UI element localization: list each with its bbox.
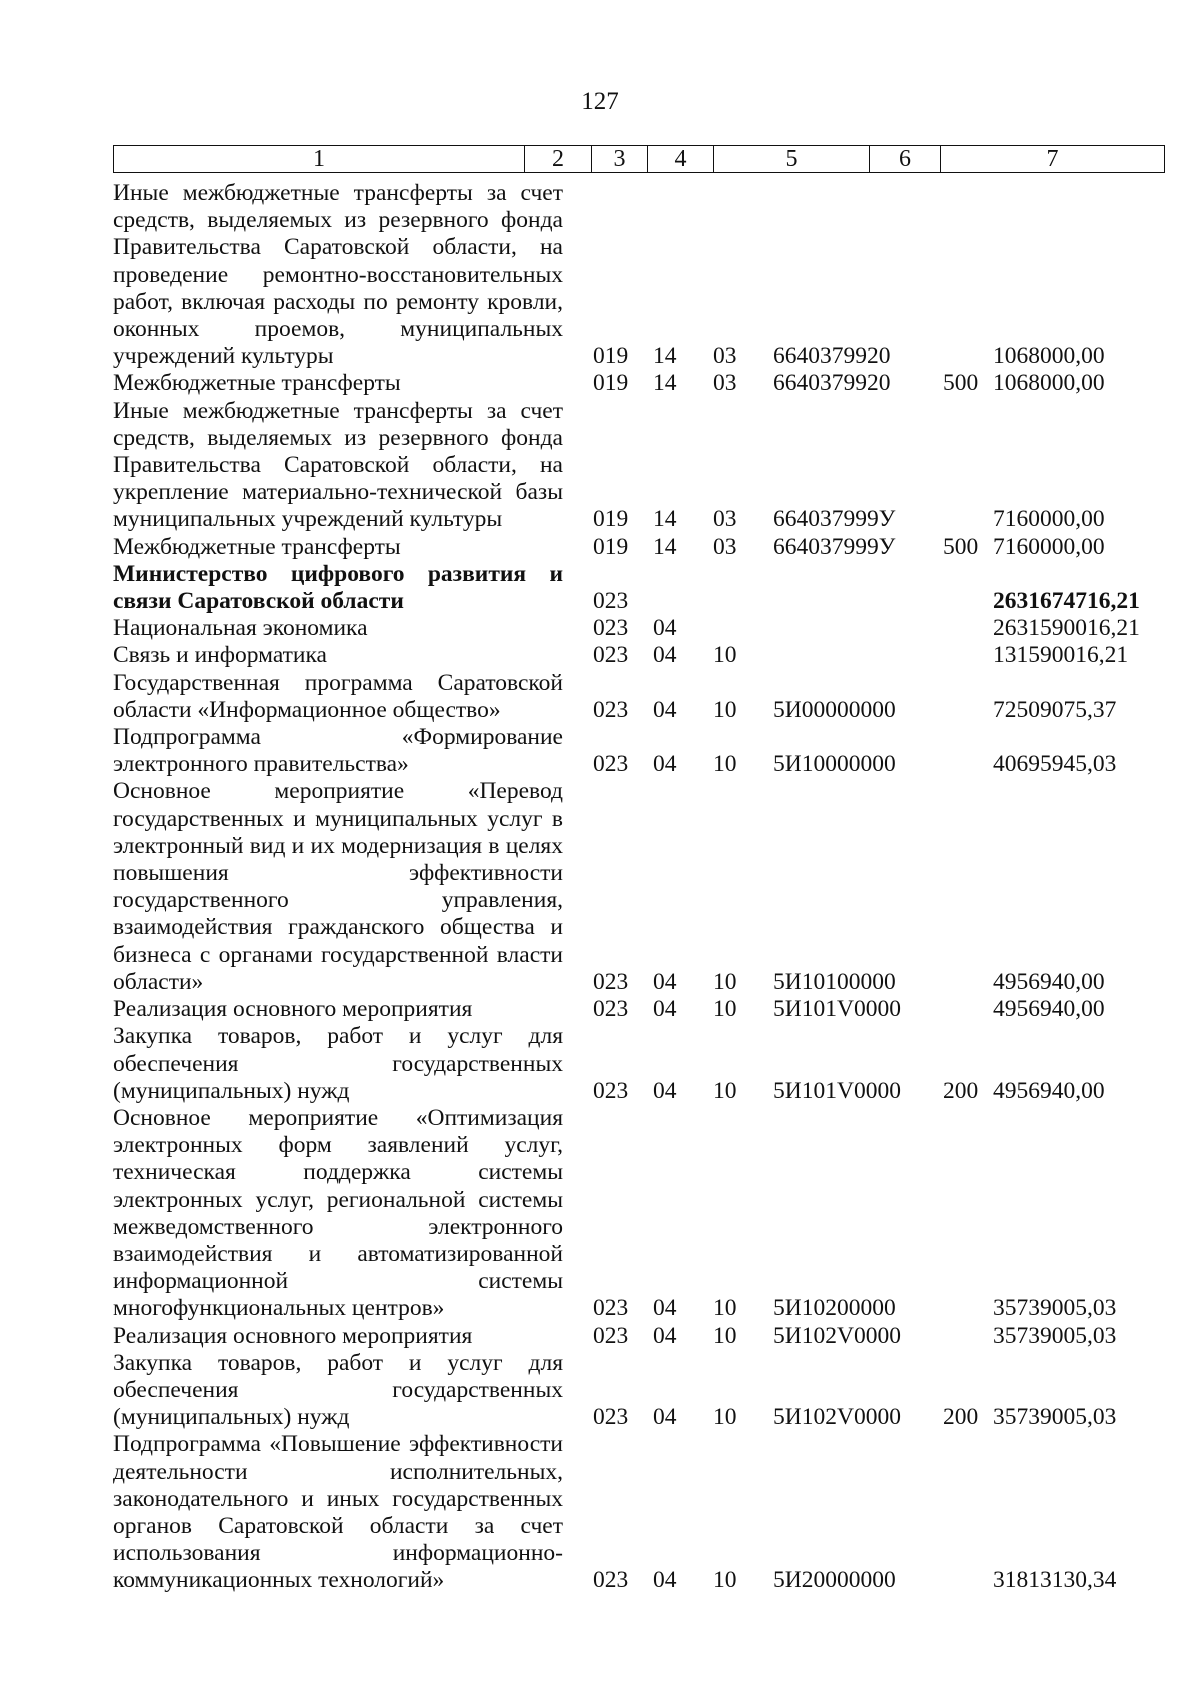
row-col-7: 1068000,00 [993,343,1105,370]
row-name: Иные межбюджетные трансферты за счет средств, выделяемых из резервного фонда Правительства Саратовской области, на проведение ремонтно-восстановительных работ, включая расходы по ремонту кровли, оконных проемов, муниципальных учреждений культуры [113,180,563,370]
row-col-6: 200 [943,1404,979,1431]
row-col-5: 5И10100000 [773,968,896,995]
table-row [113,370,1173,397]
table-row [113,534,1173,561]
row-col-7: 1068000,00 [993,370,1105,397]
row-col-7: 40695945,03 [993,751,1117,778]
row-col-3: 04 [653,1295,677,1322]
row-name: Национальная экономика [113,615,368,642]
row-name: Реализация основного мероприятия [113,1322,473,1349]
table-row [113,1350,1173,1432]
row-name: Основное мероприятие «Перевод государственных и муниципальных услуг в электронный вид и их модернизация в целях повышения эффективности государственного управления, взаимодействия гражданского общества и бизнеса с органами государственной власти области» [113,778,563,995]
row-col-4: 10 [713,1322,737,1349]
row-col-5: 664037999У [773,533,896,560]
row-col-5: 664037999У [773,506,896,533]
row-name: Основное мероприятие «Оптимизация электронных форм заявлений услуг, техническая поддержка системы электронных услуг, региональной системы межведомственного электронного взаимодействия и автоматизированной информационной системы многофункциональных центров» [113,1104,563,1322]
table-row [113,1023,1173,1105]
col-header-5: 5 [714,146,870,173]
row-col-2: 023 [593,588,629,615]
row-col-5: 5И101V0000 [773,996,901,1023]
table-row [113,778,1173,996]
row-col-2: 023 [593,1567,629,1594]
table-row [113,1105,1173,1323]
table-row [113,670,1173,724]
row-col-7: 35739005,03 [993,1322,1117,1349]
row-col-4: 10 [713,1077,737,1104]
row-col-2: 023 [593,1404,629,1431]
row-col-7: 131590016,21 [993,642,1129,669]
row-col-7: 2631674716,21 [993,588,1140,615]
row-col-4: 03 [713,533,737,560]
row-col-2: 023 [593,1295,629,1322]
row-col-5: 5И10200000 [773,1295,896,1322]
row-col-7: 72509075,37 [993,696,1117,723]
col-header-1: 1 [114,146,525,173]
row-col-4: 03 [713,343,737,370]
row-col-2: 023 [593,996,629,1023]
row-col-4: 10 [713,1567,737,1594]
table-row [113,561,1173,615]
row-col-3: 04 [653,696,677,723]
row-col-3: 04 [653,968,677,995]
row-col-7: 7160000,00 [993,533,1105,560]
row-col-2: 023 [593,968,629,995]
row-col-3: 14 [653,533,677,560]
row-col-2: 023 [593,1077,629,1104]
row-name: Межбюджетные трансферты [113,370,401,397]
row-col-3: 04 [653,642,677,669]
row-col-7: 4956940,00 [993,996,1105,1023]
row-col-2: 019 [593,343,629,370]
row-col-4: 10 [713,996,737,1023]
row-col-3: 04 [653,615,677,642]
row-col-7: 2631590016,21 [993,615,1140,642]
row-col-5: 5И20000000 [773,1567,896,1594]
row-col-7: 7160000,00 [993,506,1105,533]
row-col-2: 023 [593,642,629,669]
col-header-4: 4 [648,146,714,173]
row-col-7: 4956940,00 [993,1077,1105,1104]
row-col-3: 04 [653,1077,677,1104]
row-name: Подпрограмма «Повышение эффективности деятельности исполнительных, законодательного и иных государственных органов Саратовской области за счет использования информационно-коммуникационных технологий» [113,1431,563,1594]
row-name: Иные межбюджетные трансферты за счет средств, выделяемых из резервного фонда Правительства Саратовской области, на укрепление материально-технической базы муниципальных учреждений культуры [113,397,563,533]
row-col-4: 10 [713,1295,737,1322]
row-col-2: 023 [593,615,629,642]
row-name: Связь и информатика [113,642,327,669]
row-col-2: 019 [593,370,629,397]
row-col-5: 5И102V0000 [773,1404,901,1431]
row-name: Закупка товаров, работ и услуг для обеспечения государственных (муниципальных) нужд [113,1349,563,1431]
table-row [113,180,1173,370]
table-row [113,1431,1173,1594]
row-col-4: 10 [713,696,737,723]
row-col-2: 019 [593,533,629,560]
row-col-4: 10 [713,1404,737,1431]
row-col-4: 10 [713,968,737,995]
row-col-5: 5И10000000 [773,751,896,778]
row-name: Министерство цифрового развития и связи Саратовской области [113,560,563,615]
row-col-5: 5И101V0000 [773,1077,901,1104]
row-col-3: 04 [653,1404,677,1431]
row-col-5: 6640379920 [773,370,891,397]
row-col-2: 023 [593,696,629,723]
row-col-7: 4956940,00 [993,968,1105,995]
row-col-4: 10 [713,642,737,669]
row-col-6: 500 [943,533,979,560]
row-col-4: 10 [713,751,737,778]
row-col-3: 04 [653,996,677,1023]
row-col-2: 023 [593,751,629,778]
row-col-3: 14 [653,370,677,397]
row-col-5: 6640379920 [773,343,891,370]
col-header-2: 2 [525,146,592,173]
row-col-3: 14 [653,506,677,533]
column-header-row [113,145,1165,173]
page-number: 127 [581,88,619,115]
row-col-2: 019 [593,506,629,533]
row-col-5: 5И102V0000 [773,1322,901,1349]
table-row [113,996,1173,1023]
row-col-4: 03 [713,370,737,397]
row-name: Подпрограмма «Формирование электронного правительства» [113,724,563,778]
budget-table-body [113,180,1173,1595]
row-col-6: 200 [943,1077,979,1104]
row-col-3: 04 [653,751,677,778]
row-name: Государственная программа Саратовской области «Информационное общество» [113,669,563,723]
row-col-3: 04 [653,1567,677,1594]
row-col-7: 35739005,03 [993,1404,1117,1431]
col-header-3: 3 [592,146,648,173]
row-col-6: 500 [943,370,979,397]
row-col-4: 03 [713,506,737,533]
row-col-3: 04 [653,1322,677,1349]
col-header-6: 6 [870,146,941,173]
table-row [113,1323,1173,1350]
col-header-7: 7 [941,146,1165,173]
row-col-7: 35739005,03 [993,1295,1117,1322]
table-row [113,615,1173,642]
row-col-2: 023 [593,1322,629,1349]
row-name: Реализация основного мероприятия [113,996,473,1023]
row-name: Межбюджетные трансферты [113,533,401,560]
row-col-5: 5И00000000 [773,696,896,723]
table-row [113,724,1173,778]
row-name: Закупка товаров, работ и услуг для обеспечения государственных (муниципальных) нужд [113,1023,563,1104]
table-row [113,398,1173,534]
row-col-3: 14 [653,343,677,370]
row-col-7: 31813130,34 [993,1567,1117,1594]
table-row [113,642,1173,669]
